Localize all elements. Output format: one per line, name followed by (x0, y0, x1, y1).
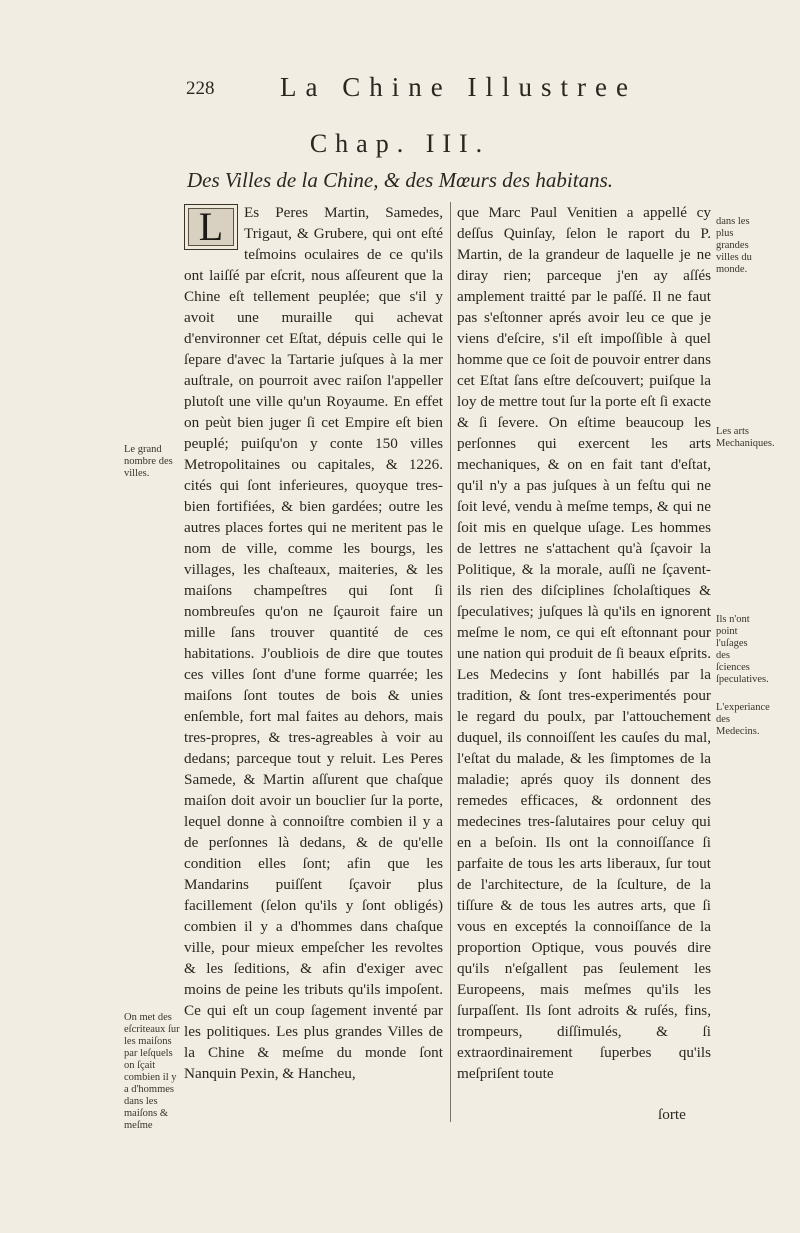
margin-note-right-1: dans les plus grandes villes du monde. (716, 216, 752, 275)
column-divider (450, 202, 451, 1122)
chapter-subtitle: Des Villes de la Chine, & des Mœurs des habitans. (187, 168, 613, 192)
decorated-initial: L (184, 204, 238, 250)
catchword: ſorte (658, 1106, 686, 1123)
margin-note-right-3: Ils n'ont point l'uſages des ſciences ſpeculatives. (716, 614, 769, 685)
margin-note-left-2: On met des eſcriteaux ſur les maiſons par leſquels on ſçait combien il y a d'hommes dans les maiſons & meſme (124, 1012, 180, 1131)
margin-note-left-1: Le grand nombre des villes. (124, 444, 173, 479)
margin-note-right-4: L'experiance des Medecins. (716, 702, 770, 737)
left-column (184, 202, 443, 1084)
page-number: 228 (186, 78, 215, 99)
margin-note-right-2: Les arts Mechaniques. (716, 426, 775, 449)
left-column-text: Es Peres Martin, Samedes, Trigaut, & Grubere, qui ont eſté teſmoins oculaires de ce qu'ils ont laiſſé par eſcrit, nous aſſeurent que la Chine eſt tellement peuplée; que s'il y avoit une muraille qui achevat d'environner cet Eſtat, dépuis celle qui le ſepare d'avec la Tartarie juſques à la mer auſtrale, on pourroit avec raiſon l'appeller plutoſt une ville qu'un Royaume. En effet on peùt bien juger ſi cet Empire eſt bien peuplé; puiſqu'on y conte 150 villes Metropolitaines ou capitales, & 1226. cités qui ſont inferieures, quoyque tres-bien fortifiées, & bien gardées; outre les autres places fortes qui ne meritent pas le nom de ville, comme les bourgs, les villages, les chaſteaux, maiteries, & les maiſons champeſtres qui ſont ſi nombreuſes qu'on ne ſçauroit faire un mille ſans trouver quantité de ces habitations. J'oubliois de dire que toutes ces villes ſont d'une forme quarrée; les maiſons ſont toutes de bois & unies enſemble, fort mal faites au dehors, mais tres-propres, & tres-agreables à voir au dedans; parceque tout y reluit. Les Peres Samede, & Martin aſſurent que chaſque maiſon doit avoir un bouclier ſur la porte, lequel donne à connoiſtre combien il y a de perſonnes là dedans, & de qu'elle condition elles ſont; afin que les Mandarins puiſſent ſçavoir plus facillement (ſelon qu'ils y ſont obligés) combien il y a d'hommes dans chaſque ville, pour mieux empeſcher les revoltes & les ſeditions, & afin d'exiger avec moins de peine les tributs qu'ils impoſent. Ce qui eſt un coup ſagement inventé par les politiques. Les plus grandes Villes de la Chine & meſme du monde ſont Nanquin Pexin, & Hancheu, (184, 204, 443, 1082)
right-column-text: que Marc Paul Venitien a appellé cy deſſus Quinſay, ſelon le raport du P. Martin, de la grandeur de laquelle je ne diray rien; parceque j'en ay aſſés amplement traitté par le paſſé. Il ne faut pas s'eſtonner aprés avoir leu ce que je viens d'eſcire, s'il eſt impoſſible à quel homme que ce ſoit de pouvoir entrer dans cet Eſtat ſans eſtre deſcouvert; puiſque la loy de mettre tout ſur la porte eſt ſi exacte & ſi ſevere. On eſtime beaucoup les perſonnes qui exercent les arts mechaniques, & on en fait tant d'eſtat, qu'il n'y a pas juſques à un feſtu qui ne ſoit levé, vendu à meſme temps, & qui ne ſoit mis en quelque uſage. Les hommes de lettres ne s'attachent qu'à ſçavoir la Politique, & la morale, auſſi ne ſçavent-ils rien des diſciplines ſcholaſtiques & ſpeculatives; juſques là qu'ils en ignorent meſme le nom, ce qui eſt eſtonnant pour une nation qui produit de ſi beaux eſprits. Les Medecins y ſont habillés par la tradition, & ſont tres-experimentés pour le regard du poulx, par l'attouchement duquel, ils connoiſſent les cauſes du mal, l'eſtat du malade, & les ſimptomes de la maladie; aprés quoy ils donnent des remedes efficaces, & ordonnent des medecines tres-ſalutaires pour celuy qui en a beſoin. Ils ont la connoiſſance ſi parfaite de tous les arts liberaux, ſur tout de l'architecture, de la ſculture, de la tiſſure & de tous les autres arts, que ſi vous en exceptés la connoiſſance de la proportion Optique, vous pouvés dire qu'ils n'eſgallent pas ſeulement les Europeens, mais meſmes qu'ils les ſurpaſſent. Ils ſont adroits & ruſés, fins, trompeurs, diſſimulés, & ſi extraordinairement ſuperbes qu'ils meſpriſent toute (457, 204, 711, 1082)
right-column (457, 202, 711, 1084)
chapter-title: Chap. III. (309, 129, 491, 158)
running-head: La Chine Illustree (280, 72, 637, 102)
